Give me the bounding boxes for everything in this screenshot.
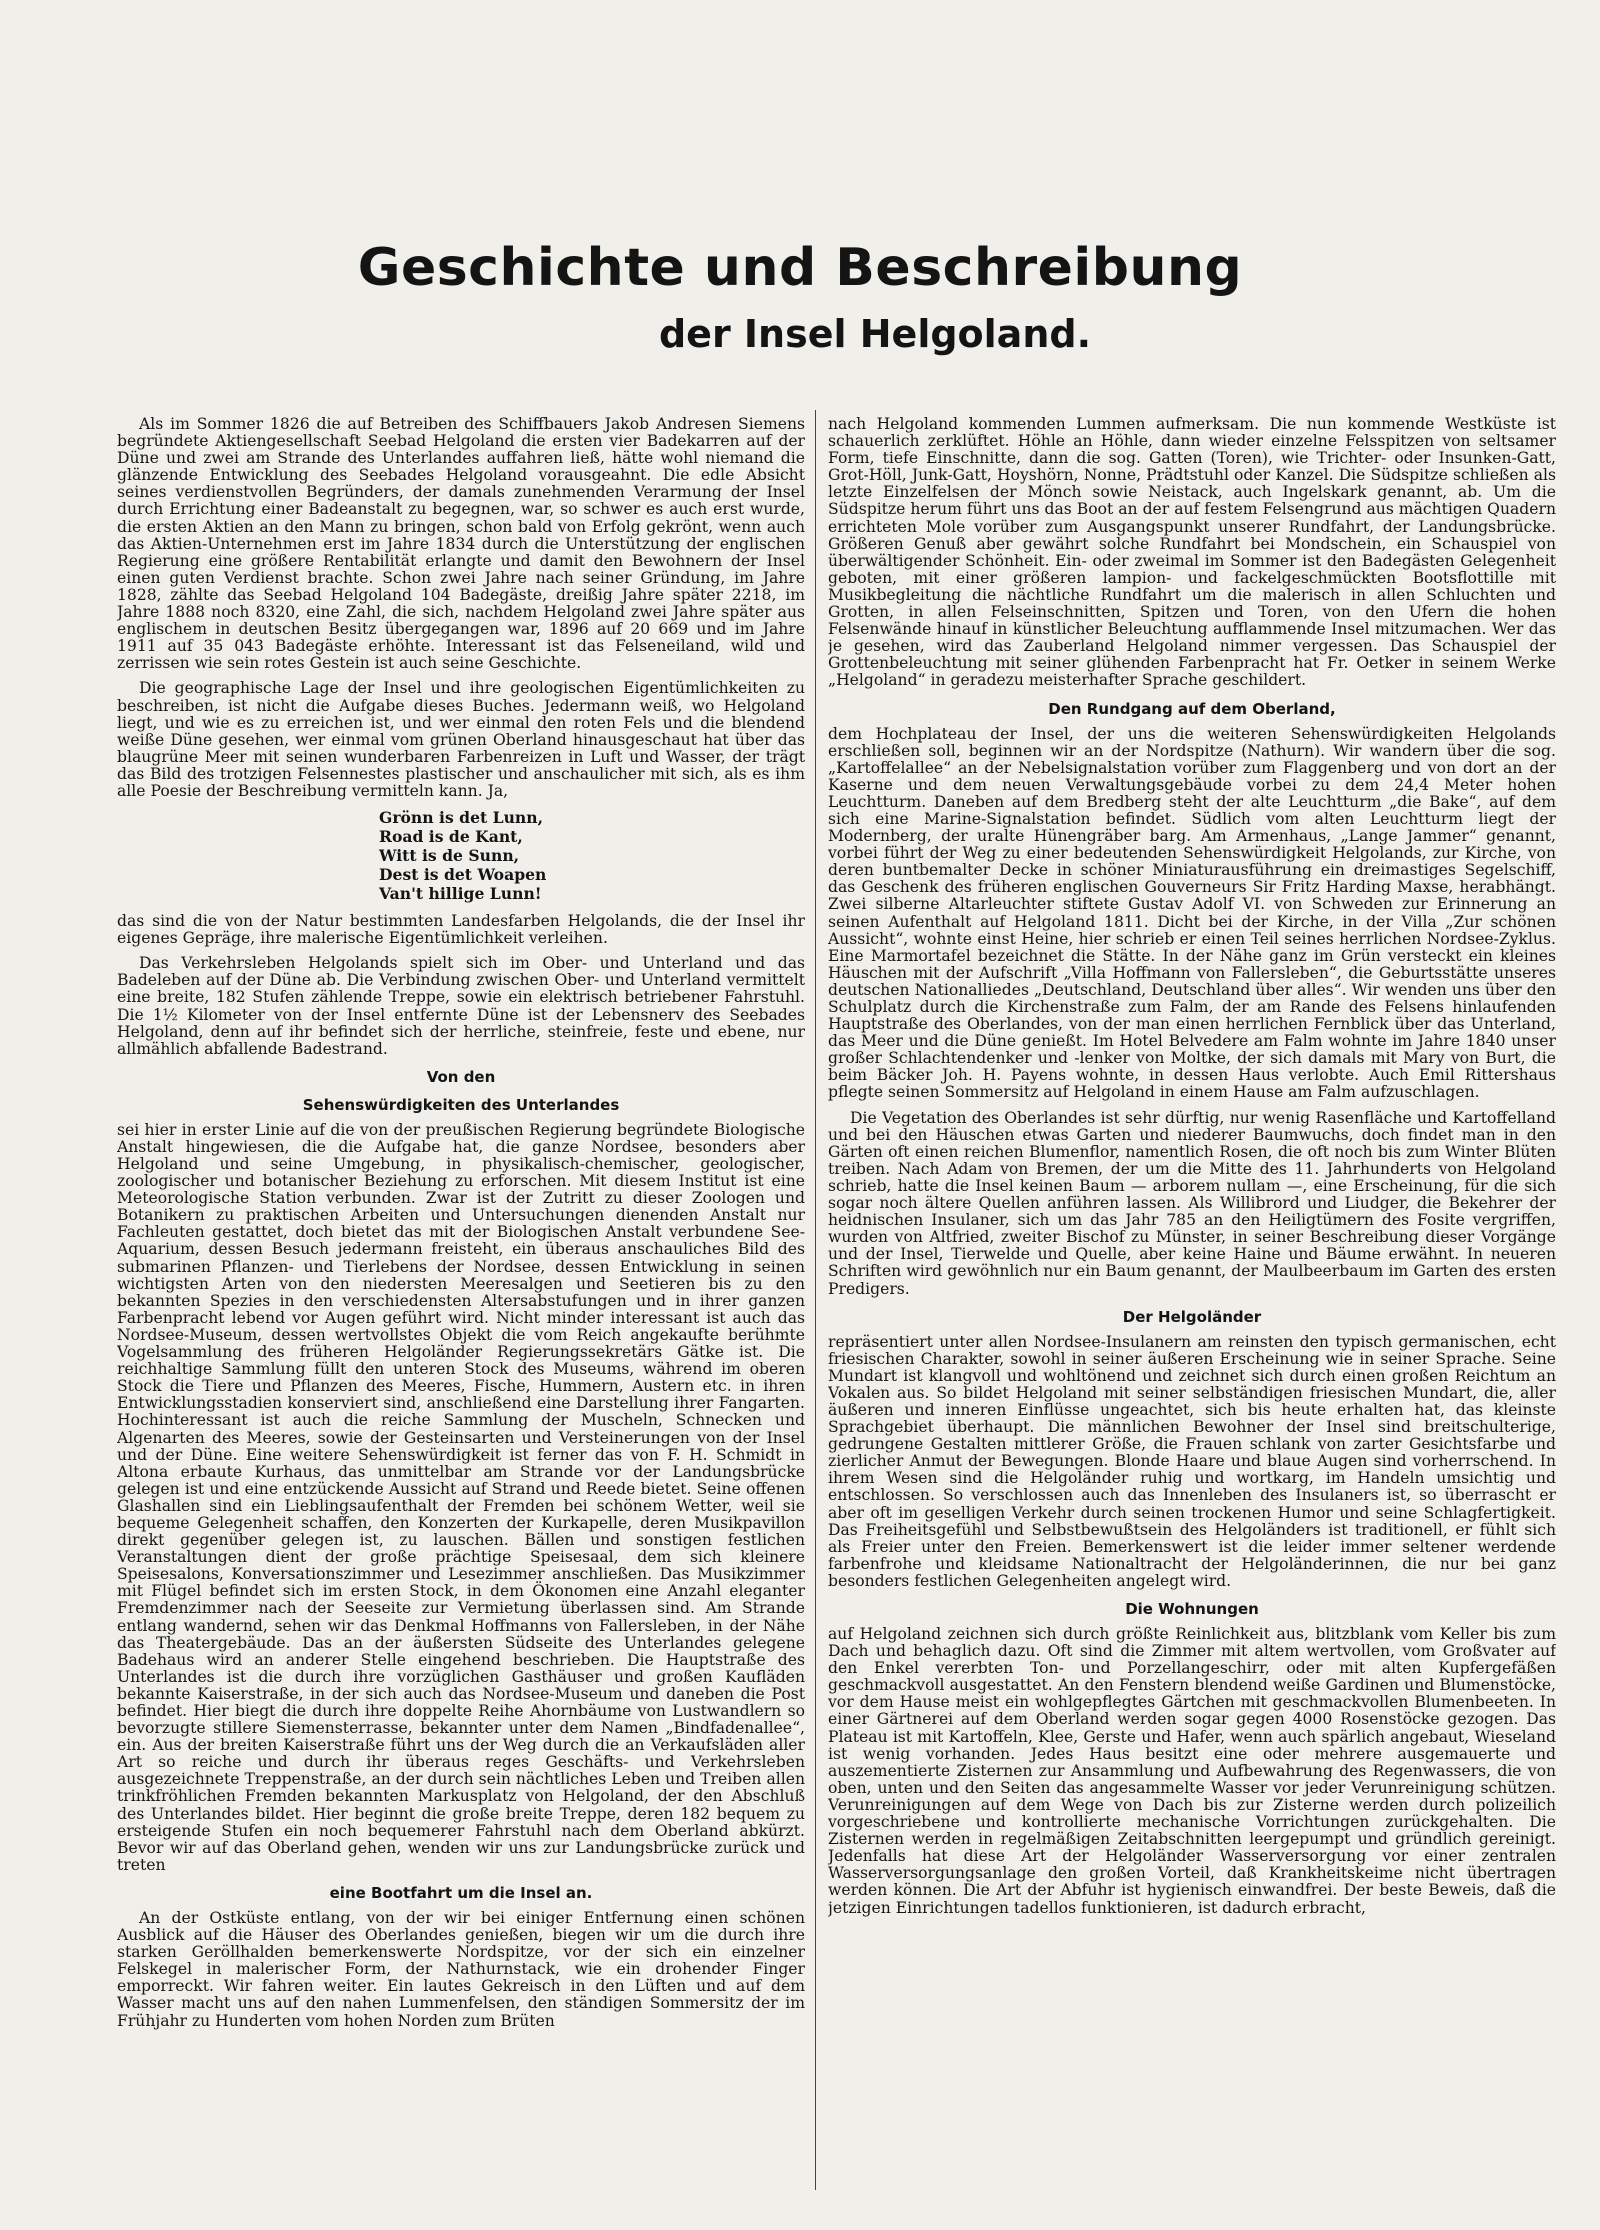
poem-line: Witt is de Sunn, [379, 846, 520, 866]
poem-line: Dest is det Woapen [379, 865, 547, 885]
paragraph: auf Helgoland zeichnen sich durch größte Reinlichkeit aus, blitzblank vom Keller bis zum Dach und behaglich dazu. Oft sind die Zimmer mit altem wertvollen, vom Großvater auf den Enkel vererbten Ton- und Porzellangeschirr, oder mit alten Kupfergefäßen geschmackvoll ausgestattet. An den Fenstern blendend weiße Gardinen und Blumenstöcke, vor dem Hause meist ein wohlgepflegtes Gärtchen mit geschmackvollen Blumenbeeten. In einer Gärtnerei auf dem Oberland werden sogar gegen 4000 Rosenstöcke gezogen. Das Plateau ist mit Kartoffeln, Klee, Gerste und Hafer, wenn auch spärlich angebaut, Wieseland ist wenig vorhanden. Jedes Haus besitzt eine oder mehrere ausgemauerte und auszementierte Zisternen zur Ansammlung und Aufbewahrung des Regenwassers, die von oben, unten und den Seiten das angesammelte Wasser vor jeder Verunreinigung schützen. Verunreinigungen auf dem Wege von Dach bis zur Zisterne werden durch polizeilich vorgeschriebene und kontrollierte mechanische Vorrichtungen zurückgehalten. Die Zisternen werden in regelmäßigen Zeitabschnitten leergepumpt und gründlich gereinigt. Jedenfalls hat diese Art der Helgoländer Wasserversorgung vor einer zentralen Wasserversorgungsanlage den großen Vorteil, daß Krankheitskeime nicht übertragen werden können. Die Art der Abfuhr ist hygienisch einwandfrei. Der beste Beweis, daß die jetzigen Einrichtungen tadellos funktionieren, ist dadurch erbracht, [828, 1625, 1556, 1917]
paragraph: nach Helgoland kommenden Lummen aufmerksam. Die nun kommende Westküste ist schauerlich zerklüftet. Höhle an Höhle, dann wieder einzelne Felsspitzen von seltsamer Form, tiefe Einschnitte, dann die sog. Gatten (Toren), wie Trichter- oder Insunken-Gatt, Grot-Höll, Junk-Gatt, Hoyshörn, Nonne, Prädtstuhl oder Kanzel. Die Südspitze schließen als letzte Einzelfelsen der Mönch sowie Neistack, auch Ingelskark genannt, ab. Um die Südspitze herum führt uns das Boot an der auf festem Felsengrund aus mächtigen Quadern errichteten Mole vorüber zum Ausgangspunkt unserer Rundfahrt, der Landungsbrücke. Größeren Genuß aber gewährt solche Rundfahrt bei Mondschein, ein Schauspiel von überwältigender Schönheit. Ein- oder zweimal im Sommer ist den Badegästen Gelegenheit geboten, mit einer größeren lampion- und fackelgeschmückten Bootsflottille mit Musikbegleitung die nächtliche Rundfahrt um die malerisch in allen Schluchten und Grotten, in allen Felseinschnitten, Spitzen und Toren, von den Ufern die hohen Felsenwände hinauf in künstlicher Beleuchtung aufflammende Insel mitzumachen. Wer das je gesehen, wird das Zauberland Helgoland nimmer vergessen. Das Schauspiel der Grottenbeleuchtung mit seiner glühenden Farbenpracht hat Fr. Oetker in seinem Werke „Helgoland“ in geradezu meisterhafter Sprache geschildert. [828, 416, 1556, 690]
left-column [117, 416, 805, 2190]
section-heading: Den Rundgang auf dem Oberland, [1048, 699, 1336, 718]
paragraph: das sind die von der Natur bestimmten Landesfarben Helgolands, die der Insel ihr eigenes Gepräge, ihre malerische Eigentümlichkeit verleihen. [117, 912, 805, 948]
page-subtitle: der Insel Helgoland. [658, 312, 1092, 356]
poem-line: Road is de Kant, [379, 827, 523, 847]
section-heading: eine Bootfahrt um die Insel an. [329, 1883, 593, 1902]
paragraph: Die geographische Lage der Insel und ihre geologischen Eigentümlichkeiten zu beschreiben, ist nicht die Aufgabe dieses Buches. Jedermann weiß, wo Helgoland liegt, und wie es zu erreichen ist, und wer einmal den roten Fels und die blendend weiße Düne gesehen, wer einmal vom grünen Oberland hinausgeschaut hat über das blaugrüne Meer mit seinen wunderbaren Farbenreizen in Luft und Wasser, der trägt das Bild des trotzigen Felsennestes plastischer und anschaulicher mit sich, als es ihm alle Poesie der Beschreibung vermitteln kann. Ja, [117, 679, 805, 800]
title-block [0, 238, 1600, 356]
paragraph: dem Hochplateau der Insel, der uns die weiteren Sehenswürdigkeiten Helgolands erschließen soll, beginnen wir an der Nordspitze (Nathurn). Wir wandern über die sog. „Kartoffelallee“ an der Nebelsignalstation vorüber zum Flaggenberg und von dort an der Kaserne und dem neuen Verwaltungsgebäude vorbei zu dem 24,4 Meter hohen Leuchtturm. Daneben auf dem Bredberg steht der alte Leuchtturm „die Bake“, auf dem sich eine Marine-Signalstation befindet. Südlich vom alten Leuchtturm liegt der Modernberg, der uralte Hünengräber barg. Am Armenhaus, „Lange Jammer“ genannt, vorbei führt der Weg zu einer bedeutenden Sehenswürdigkeit Helgolands, zur Kirche, von deren buntbemalter Decke in schöner Miniaturausführung ein dreimastiges Segelschiff, das Geschenk des früheren englischen Gouverneurs Sir Fritz Harding Maxse, herabhängt. Zwei silberne Altarleuchter stiftete Gustav Adolf VI. von Schweden zur Erinnerung an seinen Aufenthalt auf Helgoland 1811. Dicht bei der Kirche, in der Villa „Zur schönen Aussicht“, wohnte einst Heine, hier schrieb er einen Teil seines herrlichen Nordsee-Zyklus. Eine Marmortafel bezeichnet die Stätte. In der Nähe ganz im Grün versteckt ein kleines Häuschen mit der Aufschrift „Villa Hoffmann von Fallersleben“, die Geburtsstätte unseres deutschen Nationalliedes „Deutschland, Deutschland über alles“. Wir wenden uns über den Schulplatz durch die Kirchenstraße zum Falm, der am Rande des Felsens hinlaufenden Hauptstraße des Oberlandes, von der man einen herrlichen Fernblick über das Unterland, das Meer und die Düne genießt. Im Hotel Belvedere am Falm wohnte im Jahre 1840 unser großer Schlachtendenker und -lenker von Moltke, der sich damals mit Mary von Burt, die beim Bäcker Joh. H. Payens wohnte, in dessen Haus verlobte. Auch Emil Rittershaus pflegte seinen Sommersitz auf Helgoland in einem Hause am Falm aufzuschlagen. [828, 724, 1556, 1102]
right-column [828, 416, 1556, 2190]
poem-line: Grönn is det Lunn, [379, 808, 544, 828]
paragraph: An der Ostküste entlang, von der wir bei einiger Entfernung einen schönen Ausblick auf die Häuser des Oberlandes genießen, biegen wir um die durch ihre starken Geröllhalden bemerkenswerte Nordspitze, vor der sich ein einzelner Felskegel in malerischer Form, der Nathurnstack, wie ein drohender Finger emporreckt. Wir fahren weiter. Ein lautes Gekreisch in den Lüften und auf dem Wasser macht uns auf den nahen Lummenfelsen, den ständigen Sommersitz der im Frühjahr zu Hunderten vom hohen Norden zum Brüten [117, 1908, 805, 2030]
paragraph: Als im Sommer 1826 die auf Betreiben des Schiffbauers Jakob Andresen Siemens begründete Aktiengesellschaft Seebad Helgoland die ersten vier Badekarren auf der Düne und zwei am Strande des Unterlandes auffahren ließ, hätte wohl niemand die glänzende Entwicklung des Seebades Helgoland vorausgeahnt. Die edle Absicht seines verdienstvollen Begründers, der damals zunehmenden Verarmung der Insel durch Errichtung einer Badeanstalt zu begegnen, war, so schwer es auch erst wurde, die ersten Aktien an den Mann zu bringen, schon bald von Erfolg gekrönt, wenn auch das Aktien-Unternehmen erst im Jahre 1834 durch die Unterstützung der englischen Regierung eine größere Rentabilität erlangte und damit den Bewohnern der Insel einen guten Verdienst brachte. Schon zwei Jahre nach seiner Gründung, im Jahre 1828, zählte das Seebad Helgoland 104 Badegäste, dreißig Jahre später 2218, im Jahre 1888 noch 8320, eine Zahl, die sich, nachdem Helgoland zwei Jahre später aus englischem in deutschen Besitz übergegangen war, 1896 auf 20 669 und im Jahre 1911 auf 35 043 Badegäste erhöhte. Interessant ist das Felseneiland, wild und zerrissen wie sein rotes Gestein ist auch seine Geschichte. [117, 416, 805, 673]
poem [379, 808, 805, 903]
section-heading: Von den [426, 1067, 496, 1086]
paragraph: Das Verkehrsleben Helgolands spielt sich im Ober- und Unterland und das Badeleben auf der Düne ab. Die Verbindung zwischen Ober- und Unterland vermittelt eine breite, 182 Stufen zählende Treppe, sowie ein elektrisch betriebener Fahrstuhl. Die 1½ Kilometer von der Insel entfernte Düne ist der Lebensnerv des Seebades Helgoland, denn auf ihr befindet sich der herrliche, steinfreie, feste und ebene, nur allmählich abfallende Badestrand. [117, 954, 805, 1058]
paragraph: repräsentiert unter allen Nordsee-Insulanern am reinsten den typisch germanischen, echt friesischen Charakter, sowohl in seiner äußeren Erscheinung wie in seiner Sprache. Seine Mundart ist klangvoll und wohltönend und zeichnet sich durch einen großen Reichtum an Vokalen aus. So bildet Helgoland mit seiner selbständigen friesischen Mundart, die, aller äußeren und inneren Einflüsse ungeachtet, sich bis heute erhalten hat, das kleinste Sprachgebiet überhaupt. Die männlichen Bewohner der Insel sind breitschulterige, gedrungene Gestalten mittlerer Größe, die Frauen schlank von zarter Gesichtsfarbe und zierlicher Anmut der Bewegungen. Blonde Haare und blaue Augen sind vorherrschend. In ihrem Wesen sind die Helgoländer ruhig und wortkarg, im Handeln umsichtig und entschlossen. So verschlossen auch das Innenleben des Insulaners ist, so überrascht er aber oft im geselligen Verkehr durch seinen trockenen Humor und seine Schlagfertigkeit. Das Freiheitsgefühl und Selbstbewußtsein des Helgoländers ist traditionell, er fühlt sich als Freier unter den Freien. Bemerkenswert ist die leider immer seltener werdende farbenfrohe und kleidsame Nationaltracht der Helgoländerinnen, die nur bei ganz besonders festlichen Gelegenheiten angelegt wird. [828, 1332, 1556, 1590]
section-heading: Der Helgoländer [1122, 1307, 1262, 1326]
paragraph: Die Vegetation des Oberlandes ist sehr dürftig, nur wenig Rasenfläche und Kartoffelland und bei den Häuschen etwas Garten und niederer Baumwuchs, doch findet man in den Gärten oft einen reichen Blumenflor, namentlich Rosen, die oft noch bis zum Winter Blüten treiben. Nach Adam von Bremen, der um die Mitte des 11. Jahrhunderts von Helgoland schrieb, hatte die Insel keinen Baum — arborem nullam —, eine Erscheinung, für die sich sogar noch ältere Quellen anführen lassen. Als Willibrord und Liudger, die Bekehrer der heidnischen Insulaner, sich um das Jahr 785 an den Heiligtümern des Fosite vergriffen, wurden von Altfried, zweiter Bischof zu Münster, in seiner Beschreibung dieser Vorgänge und der Insel, Tierwelde und Quelle, aber keine Haine und Bäume erwähnt. In neueren Schriften wird gewöhnlich nur ein Baum genannt, der Maulbeerbaum im Garten des ersten Predigers. [828, 1108, 1556, 1298]
column-divider [815, 410, 816, 2190]
poem-line: Van't hillige Lunn! [379, 884, 542, 904]
section-heading: Die Wohnungen [1125, 1600, 1259, 1618]
page-title: Geschichte und Beschreibung [357, 238, 1243, 298]
paragraph: sei hier in erster Linie auf die von der preußischen Regierung begründete Biologische Anstalt hingewiesen, die die Aufgabe hat, die ganze Nordsee, besonders aber Helgoland und seine Umgebung, in physikalisch-chemischer, geologischer, zoologischer und botanischer Beziehung zu erforschen. Mit diesem Institut ist eine Meteorologische Station verbunden. Zwar ist der Zutritt zu dieser Zoologen und Botanikern zu praktischen Arbeiten und Untersuchungen dienenden Anstalt nur Fachleuten gestattet, doch bietet das mit der Biologischen Anstalt verbundene See-Aquarium, dessen Besuch jedermann freisteht, ein überaus anschauliches Bild des submarinen Pflanzen- und Tierlebens der Nordsee, dessen Entwicklung in seinen wichtigsten Arten von den niedersten Meeresalgen und Seetieren bis zu den bekannten Spezies in den verschiedensten Altersabstufungen und in ihrer ganzen Farbenpracht lebend vor Augen geführt wird. Nicht minder interessant ist auch das Nordsee-Museum, dessen wertvollstes Objekt die vom Reich angekaufte berühmte Vogelsammlung des früheren Helgoländer Regierungssekretärs Gätke ist. Die reichhaltige Sammlung füllt den unteren Stock des Museums, während im oberen Stock die Tiere und Pflanzen des Meeres, Fische, Hummern, Austern etc. in ihren Entwicklungsstadien konserviert sind, anschließend eine Darstellung ihrer Fangarten. Hochinteressant ist auch die reiche Sammlung der Muscheln, Schnecken und Algenarten des Meeres, sowie der Gesteinsarten und Versteinerungen von der Insel und der Düne. Eine weitere Sehenswürdigkeit ist ferner das von F. H. Schmidt in Altona erbaute Kurhaus, das unmittelbar am Strande vor der Landungsbrücke gelegen ist und eine entzückende Aussicht auf Strand und Reede bietet. Seine offenen Glashallen sind ein Lieblingsaufenthalt der Fremden bei schönem Wetter, weil sie bequeme Gelegenheit schaffen, den Konzerten der Kurkapelle, deren Musikpavillon direkt gegenüber gelegen ist, zu lauschen. Bällen und sonstigen festlichen Veranstaltungen dient der große prächtige Speisesaal, dem sich kleinere Speisesalons, Konversationszimmer und Lesezimmer anschließen. Das Musikzimmer mit Flügel befindet sich im ersten Stock, in dem Ökonomen eine Anzahl eleganter Fremdenzimmer nach der Seeseite zur Vermietung überlassen sind. Am Strande entlang wandernd, sehen wir das Denkmal Hoffmanns von Fallersleben, in der Nähe das Theatergebäude. Das an der äußersten Südseite des Unterlandes gelegene Badehaus wird an anderer Stelle eingehend beschrieben. Die Hauptstraße des Unterlandes ist die durch ihre vorzüglichen Gasthäuser und großen Kaufläden bekannte Kaiserstraße, in der sich auch das Nordsee-Museum und daneben die Post befindet. Hier biegt die durch ihre doppelte Reihe Ahornbäume von Lustwandlern so bevorzugte stillere Siemensterrasse, bekannter unter dem Namen „Bindfadenallee“, ein. Aus der breiten Kaiserstraße führt uns der Weg durch die an Verkaufsläden aller Art so reiche und durch ihr überaus reges Geschäfts- und Verkehrsleben ausgezeichnete Treppenstraße, an der durch sein nächtliches Leben und Treiben allen trinkfröhlichen Fremden bekannten Markusplatz von Helgoland, der den Abschluß des Unterlandes bildet. Hier beginnt die große breite Treppe, deren 182 bequem zu ersteigende Stufen ein noch bequemerer Fahrstuhl nach dem Oberland abkürzt. Bevor wir auf das Oberland gehen, wenden wir uns zur Landungsbrücke zurück und treten [117, 1120, 805, 1874]
section-heading: Sehenswürdigkeiten des Unterlandes [302, 1095, 620, 1114]
